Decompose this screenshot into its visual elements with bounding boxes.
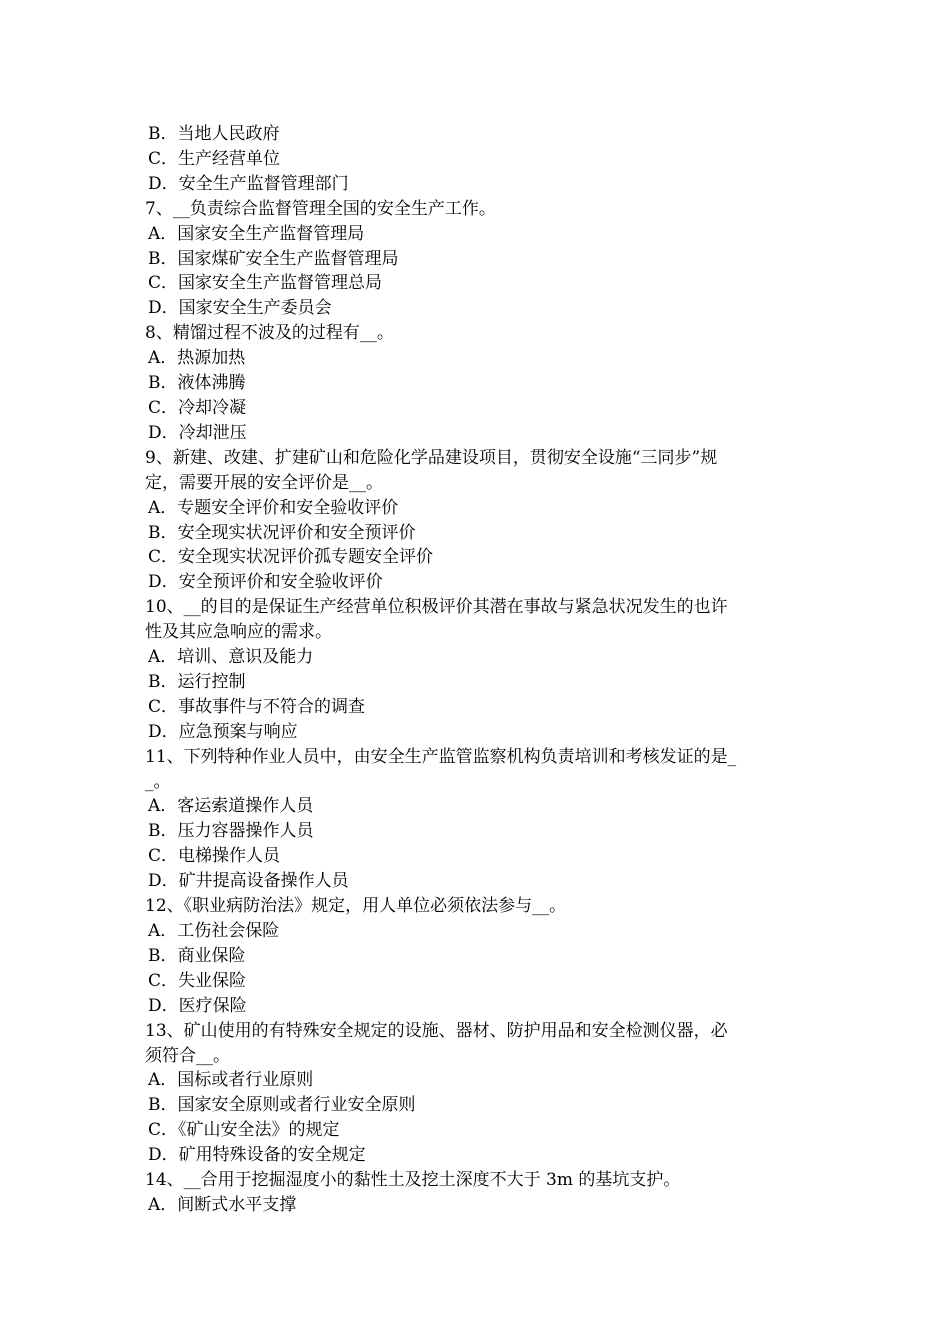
question-text: 12、《职业病防治法》规定，用人单位必须依法参与__。 bbox=[145, 896, 567, 917]
answer-option: B．商业保险 bbox=[148, 945, 246, 966]
question-text: 14、__合用于挖掘湿度小的黏性土及挖土深度不大于 3m 的基坑支护。 bbox=[145, 1170, 681, 1191]
answer-option: B．国家煤矿安全生产监督管理局 bbox=[148, 248, 399, 269]
answer-option: D．矿井提高设备操作人员 bbox=[148, 871, 349, 892]
answer-option: A．国家安全生产监督管理局 bbox=[148, 223, 365, 244]
answer-option: C．失业保险 bbox=[148, 970, 247, 991]
answer-option: A．客运索道操作人员 bbox=[148, 796, 314, 817]
answer-option: C．安全现实状况评价孤专题安全评价 bbox=[148, 547, 434, 568]
answer-option: A．间断式水平支撑 bbox=[148, 1194, 297, 1215]
answer-option: B．当地人民政府 bbox=[148, 124, 280, 144]
answer-option: A．国标或者行业原则 bbox=[148, 1070, 314, 1091]
answer-option: A．专题安全评价和安全验收评价 bbox=[148, 497, 399, 518]
question-text: 性及其应急响应的需求。 bbox=[145, 622, 332, 643]
question-text: 定，需要开展的安全评价是__。 bbox=[145, 472, 383, 493]
answer-option: D．冷却泄压 bbox=[148, 422, 247, 443]
answer-option: A．培训、意识及能力 bbox=[148, 647, 314, 668]
answer-option: A．热源加热 bbox=[148, 348, 246, 369]
answer-option: D．国家安全生产委员会 bbox=[148, 298, 332, 319]
question-text: 须符合__。 bbox=[145, 1045, 230, 1066]
question-text: 7、__负责综合监督管理全国的安全生产工作。 bbox=[145, 198, 496, 219]
answer-option: B．安全现实状况评价和安全预评价 bbox=[148, 522, 416, 543]
answer-option: D．医疗保险 bbox=[148, 995, 247, 1016]
answer-option: C．国家安全生产监督管理总局 bbox=[148, 273, 383, 294]
answer-option: B．运行控制 bbox=[148, 671, 246, 692]
answer-option: C．电梯操作人员 bbox=[148, 846, 281, 867]
question-list bbox=[145, 122, 810, 1218]
answer-option: D．安全预评价和安全验收评价 bbox=[148, 572, 383, 593]
answer-option: C．事故事件与不符合的调查 bbox=[148, 696, 366, 717]
question-text: 10、__的目的是保证生产经营单位积极评价其潜在事故与紧急状况发生的也许 bbox=[145, 597, 728, 618]
answer-option: D．安全生产监督管理部门 bbox=[148, 173, 349, 194]
question-text: 11、下列特种作业人员中，由安全生产监管监察机构负责培训和考核发证的是_ bbox=[145, 746, 737, 767]
answer-option: D．矿用特殊设备的安全规定 bbox=[148, 1145, 366, 1166]
question-text: 8、精馏过程不波及的过程有__。 bbox=[145, 323, 394, 344]
answer-option: C．冷却冷凝 bbox=[148, 397, 247, 418]
question-text: _。 bbox=[145, 771, 171, 792]
answer-option: D．应急预案与响应 bbox=[148, 721, 298, 742]
answer-option: B．液体沸腾 bbox=[148, 373, 246, 394]
answer-option: C．《矿山安全法》的规定 bbox=[148, 1120, 340, 1141]
question-text: 9、新建、改建、扩建矿山和危险化学品建设项目，贯彻安全设施“三同步”规 bbox=[145, 447, 718, 468]
answer-option: B．压力容器操作人员 bbox=[148, 821, 314, 842]
answer-option: A．工伤社会保险 bbox=[148, 921, 280, 941]
question-text: 13、矿山使用的有特殊安全规定的设施、器材、防护用品和安全检测仪器，必 bbox=[145, 1020, 728, 1041]
answer-option: C．生产经营单位 bbox=[148, 148, 281, 169]
answer-option: B．国家安全原则或者行业安全原则 bbox=[148, 1095, 416, 1116]
